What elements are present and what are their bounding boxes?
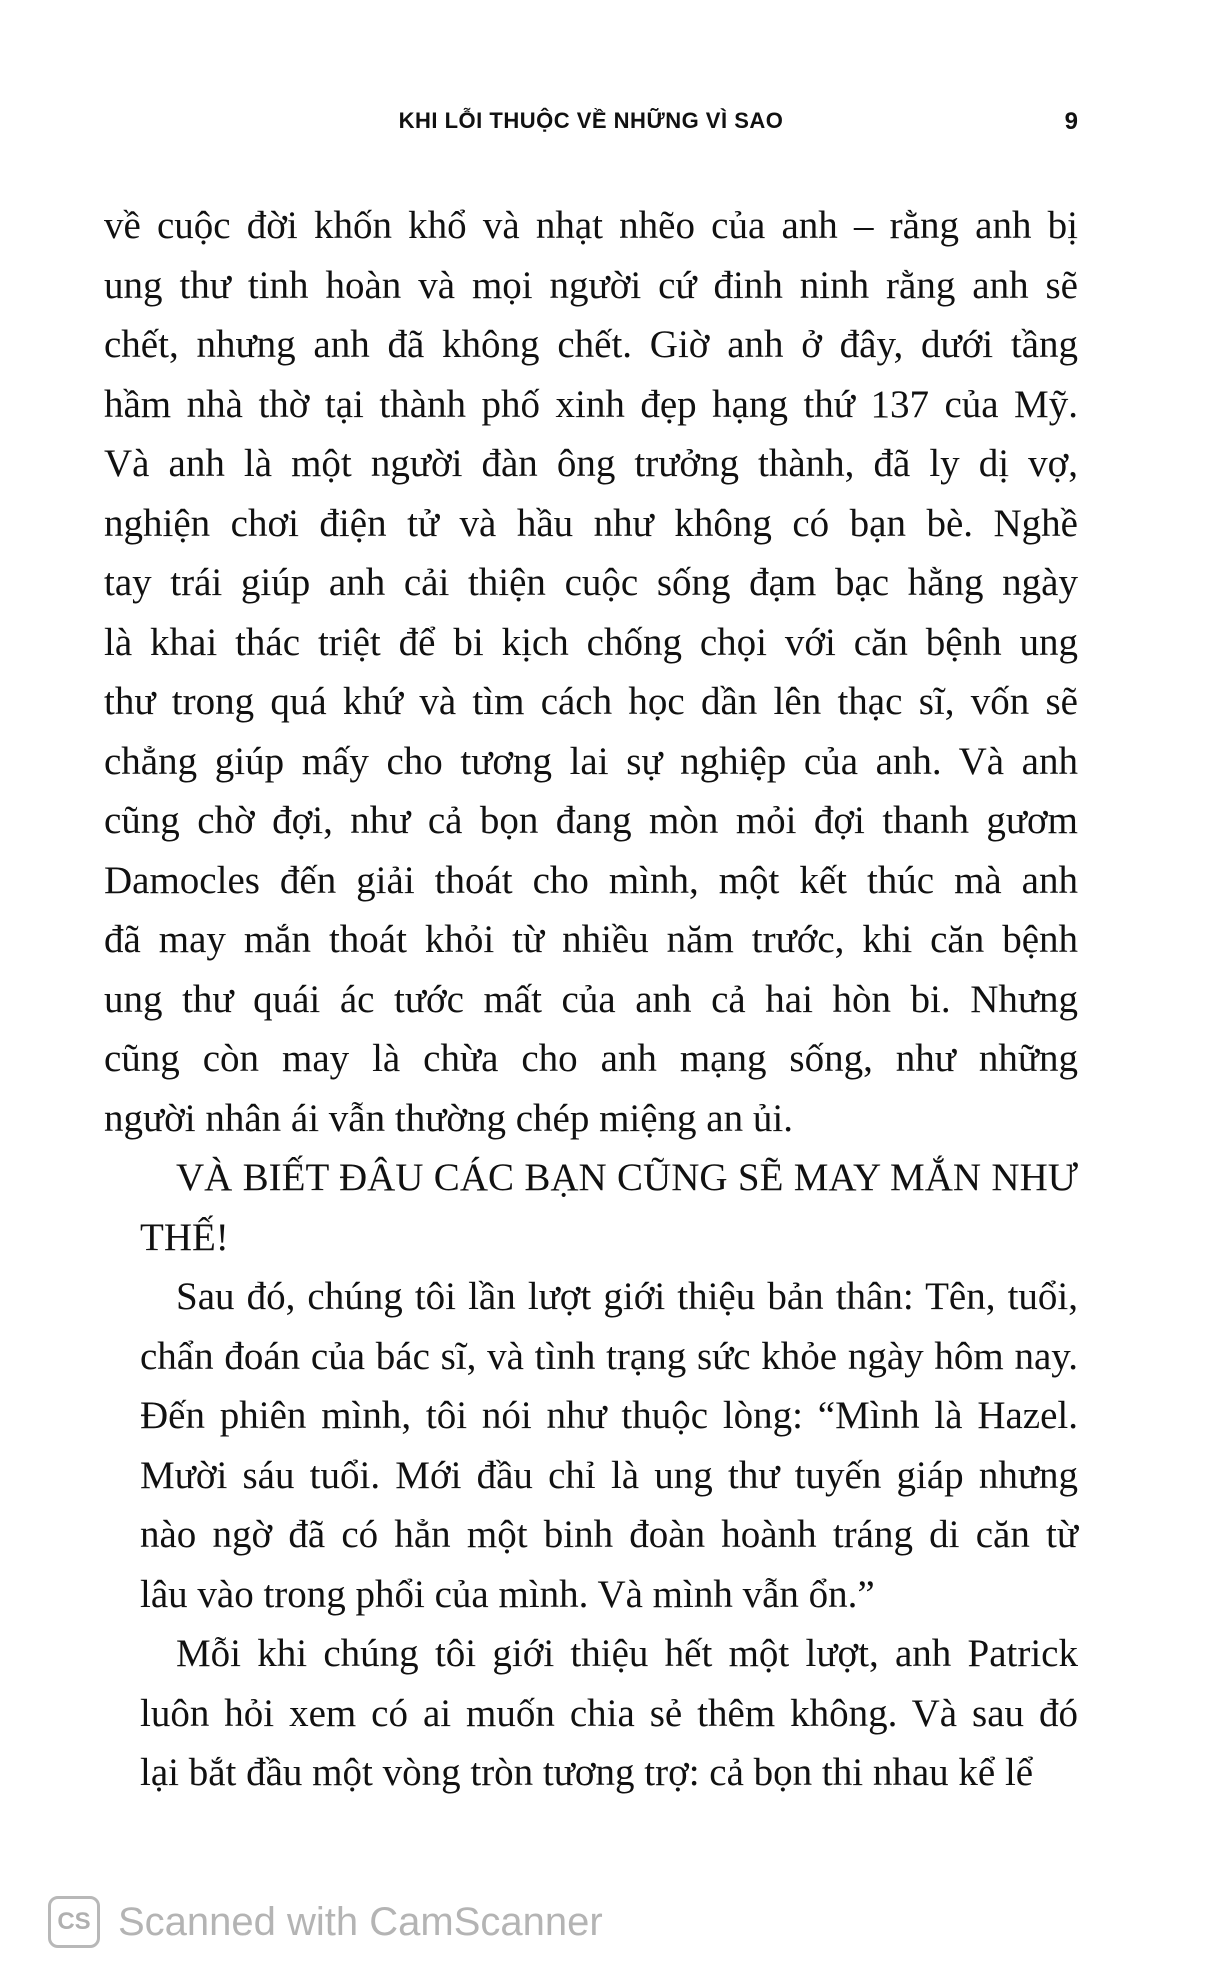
text-line: nào ngờ đã có hẳn một binh đoàn hoành tráng di căn từ: [140, 1513, 1078, 1556]
text-line: về cuộc đời khốn khổ và nhạt nhẽo của anh – rằng anh bị: [104, 204, 1078, 247]
text-line: lâu vào trong phổi của mình. Và mình vẫn ổn.”: [140, 1572, 875, 1616]
watermark-text: Scanned with CamScanner: [118, 1899, 603, 1944]
text-line: đã may mắn thoát khỏi từ nhiều năm trước, khi căn bệnh: [104, 918, 1078, 961]
text-line: lại bắt đầu một vòng tròn tương trợ: cả bọn thi nhau kể lể: [140, 1751, 1034, 1794]
text-line: cũng chờ đợi, như cả bọn đang mòn mỏi đợi thanh gươm: [104, 799, 1078, 842]
text-line: VÀ BIẾT ĐÂU CÁC BẠN CŨNG SẼ MAY MẮN NHƯ: [176, 1156, 1078, 1199]
text-line: ung thư quái ác tước mất của anh cả hai hòn bi. Nhưng: [104, 977, 1078, 1021]
text-line: ung thư tinh hoàn và mọi người cứ đinh ninh rằng anh sẽ: [104, 263, 1078, 307]
body-text: [104, 196, 1078, 1803]
text-line: nghiện chơi điện tử và hầu như không có bạn bè. Nghề: [104, 501, 1078, 545]
paragraph: [104, 1148, 1078, 1267]
text-line: thư trong quá khứ và tìm cách học dần lên thạc sĩ, vốn sẽ: [104, 680, 1078, 723]
text-line: chết, nhưng anh đã không chết. Giờ anh ở đây, dưới tầng: [104, 323, 1078, 366]
running-head: [104, 108, 1078, 144]
text-line: hầm nhà thờ tại thành phố xinh đẹp hạng thứ 137 của Mỹ.: [104, 382, 1078, 426]
text-line: Mười sáu tuổi. Mới đầu chỉ là ung thư tuyến giáp nhưng: [140, 1453, 1078, 1497]
running-title: KHI LỖI THUỘC VỀ NHỮNG VÌ SAO: [398, 108, 784, 133]
paragraph: [104, 1267, 1078, 1624]
text-line: cũng còn may là chừa cho anh mạng sống, như những: [104, 1037, 1078, 1080]
camscanner-watermark: [48, 1894, 603, 1950]
text-line: THẾ!: [140, 1215, 229, 1259]
text-line: chẩn đoán của bác sĩ, và tình trạng sức khỏe ngày hôm nay.: [140, 1334, 1078, 1378]
text-line: chẳng giúp mấy cho tương lai sự nghiệp của anh. Và anh: [104, 739, 1078, 783]
text-line: Mỗi khi chúng tôi giới thiệu hết một lượt, anh Patrick: [176, 1632, 1078, 1675]
paragraph: [104, 1624, 1078, 1803]
text-line: tay trái giúp anh cải thiện cuộc sống đạm bạc hằng ngày: [104, 561, 1078, 604]
text-line: Đến phiên mình, tôi nói như thuộc lòng: “Mình là Hazel.: [140, 1394, 1078, 1437]
page-number: 9: [1064, 108, 1078, 135]
text-line: Sau đó, chúng tôi lần lượt giới thiệu bản thân: Tên, tuổi,: [176, 1275, 1078, 1318]
text-line: là khai thác triệt để bi kịch chống chọi với căn bệnh ung: [104, 620, 1078, 664]
camscanner-logo-icon: CS: [48, 1896, 100, 1948]
text-line: luôn hỏi xem có ai muốn chia sẻ thêm không. Và sau đó: [140, 1691, 1078, 1735]
text-line: người nhân ái vẫn thường chép miệng an ủi.: [104, 1096, 793, 1140]
text-line: Damocles đến giải thoát cho mình, một kết thúc mà anh: [104, 858, 1078, 902]
text-line: Và anh là một người đàn ông trưởng thành, đã ly dị vợ,: [104, 442, 1078, 485]
paragraph: [104, 196, 1078, 1148]
